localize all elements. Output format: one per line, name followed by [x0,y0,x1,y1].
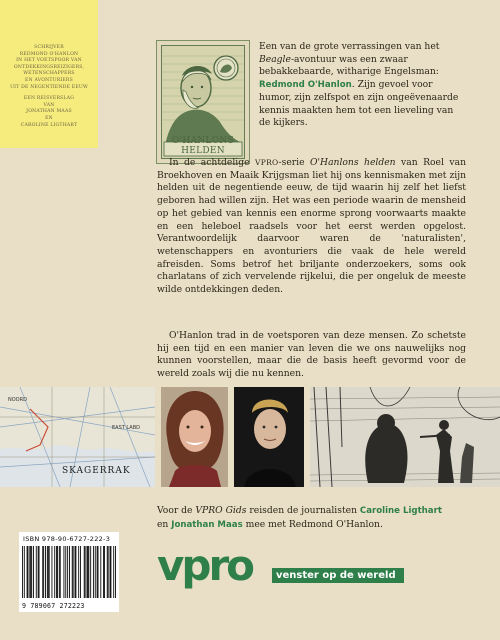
barcode-bar [69,546,70,598]
barcode-bar [115,546,116,598]
barcode-bar [49,546,50,598]
barcode-bar [88,546,89,598]
old-map-image [0,387,155,487]
barcode-bar [39,546,40,598]
series-title: O'Hanlons helden [310,157,396,168]
barcode-bar [54,546,55,598]
barcode-bar [107,546,108,598]
barcode-bar [51,546,52,598]
barcode-bar [60,546,61,598]
label-line: CAROLINE LIGTHART [20,122,78,128]
body-text: van Roel van Broekhoven en Maaik Krijgsman liet hij ons kennismaken met zijn helden uit de negentiende eeuw, de tijd waarin hij zelf het liefst geboren had willen zijn. Het was een periode waarin de mensheid op het gebied van kennis een enorme sprong voorwaarts maakte en een heleboel raadsels voor het eerst werden opgelost. Verantwoordelijk daarvoor waren de 'naturalisten', wetenschappers en avonturiers die vaak de hele wereld afreisden. Soms betrof het briljante onderzoekers, soms ook charlatans of zich vervelende rijkelui, die per ongeluk de meeste wilde ontdekkingen deden. [157,157,466,296]
barcode-bar [56,546,57,598]
body-text: In de achtdelige [169,157,256,168]
barcode-bar [42,546,43,598]
closing-text: O'Hanlon trad in de voetsporen van deze mensen. Zo schetste hij een tijd en een manier van leven die we ons nauwelijks nog kunnen voorstellen, maar die de basis heeft gevormd voor de wereld zoals wij die nu kennen. [157,330,466,380]
barcode-bar [90,546,91,598]
isbn-barcode [19,532,119,612]
journalist-photo-caroline [161,387,228,487]
barcode-bar [95,546,96,598]
map-label: NOORD [8,397,27,403]
label-line: EEN REISVERSLAG [23,96,75,102]
label-line: EN AVONTURIERS [25,77,73,83]
barcode-bar [67,546,68,598]
barcode-bar [65,546,66,598]
barcode-bar [73,546,74,598]
barcode-bar [48,546,49,598]
barcode-bar [29,546,30,598]
label-line: REDMOND O'HANLON [19,51,79,57]
journalist-photo-jonathan [234,387,304,487]
barcode-bar [104,546,105,598]
label-line: SCHRIJVER [34,45,64,50]
barcode-bar [110,546,111,598]
label-line: VAN [43,102,55,108]
barcode-bar [47,546,48,598]
barcode-bar [57,546,58,598]
caption-text: mee met Redmond O'Hanlon. [242,519,383,530]
label-line: ONTDEKKINGSREIZIGERS, [13,64,85,70]
barcode-bar [78,546,79,598]
intro-text: Een van de grote verrassingen van het [259,41,440,52]
caption-text: reisden de journalisten [246,505,360,516]
beagle-italic: Beagle [259,53,291,65]
barcode-bar [100,546,101,598]
barcode-bar [45,546,46,598]
barcode-bar [31,546,32,598]
body-text: -serie [278,157,310,168]
photo-caption [157,504,467,532]
barcode-bar [85,546,86,598]
barcode-bar [97,546,98,598]
barcode-bar [113,546,114,598]
body-paragraph [157,157,466,297]
barcode-bar [38,546,39,598]
highlighted-name: Caroline Ligthart [359,506,442,516]
barcode-bar [33,546,34,598]
barcode-bar [110,546,111,598]
label-line: IN HET VOETSPOOR VAN [16,58,82,64]
label-line: JONATHAN MAAS [26,109,72,115]
caption-text: en [157,519,172,530]
barcode-bar [80,546,81,598]
barcode-bar [108,546,109,598]
label-line: UIT DE NEGENTIENDE EEUW [10,84,88,90]
barcode-bar [75,546,76,598]
barcode-bar [87,546,88,598]
label-line: EN [45,115,53,121]
highlighted-name: Jonathan Maas [171,520,243,530]
label-line: WETENSCHAPPERS [23,71,75,77]
barcode-bar [24,546,25,598]
caption-text: Voor de [157,505,196,516]
vpro-logo: vpro [157,541,253,590]
intro-paragraph [259,41,466,130]
highlighted-name: Redmond O'Hanlon [259,80,352,91]
barcode-bar [93,546,94,598]
barcode-bar [28,546,29,598]
barcode-number: 9 789067 272223 [22,602,85,610]
intro-text: . Zijn gevoel voor humor, zijn zelfspot en zijn ongeëvenaarde kennis maakten hem tot een lieveling van de kijkers. [259,79,459,129]
stamp-label: O'HANLONS HELDEN [171,136,235,156]
isbn-text: ISBN 978-90-6727-222-3 [23,535,111,543]
barcode-bar [63,546,64,598]
barcode-bar [103,546,104,598]
barcode-bar [84,546,85,598]
closing-paragraph [157,330,466,381]
barcode-bar [22,546,23,598]
vpro-smallcaps: VPRO [255,158,279,167]
title-label-text [4,45,94,129]
map-label: EAST LABD [112,425,140,431]
barcode-bar [43,546,44,598]
barcode-icon [22,546,116,598]
barcode-bar [72,546,73,598]
barcode-bar [59,546,60,598]
caption-italic: VPRO Gids [195,505,247,516]
intro-text: -avontuur was een zwaar bebakkebaarde, witharige Engelsman: [259,53,439,78]
barcode-bar [87,546,88,598]
barcode-bar [27,546,28,598]
barcode-bar [30,546,31,598]
stamp-illustration [156,40,250,164]
map-label: SKAGERRAK [62,466,131,476]
expedition-engraving [310,387,500,487]
barcode-bar [36,546,37,598]
vpro-tagline: venster op de wereld [272,568,404,583]
title-label-box [0,0,98,148]
barcode-bar [75,546,76,598]
barcode-bar [98,546,99,598]
